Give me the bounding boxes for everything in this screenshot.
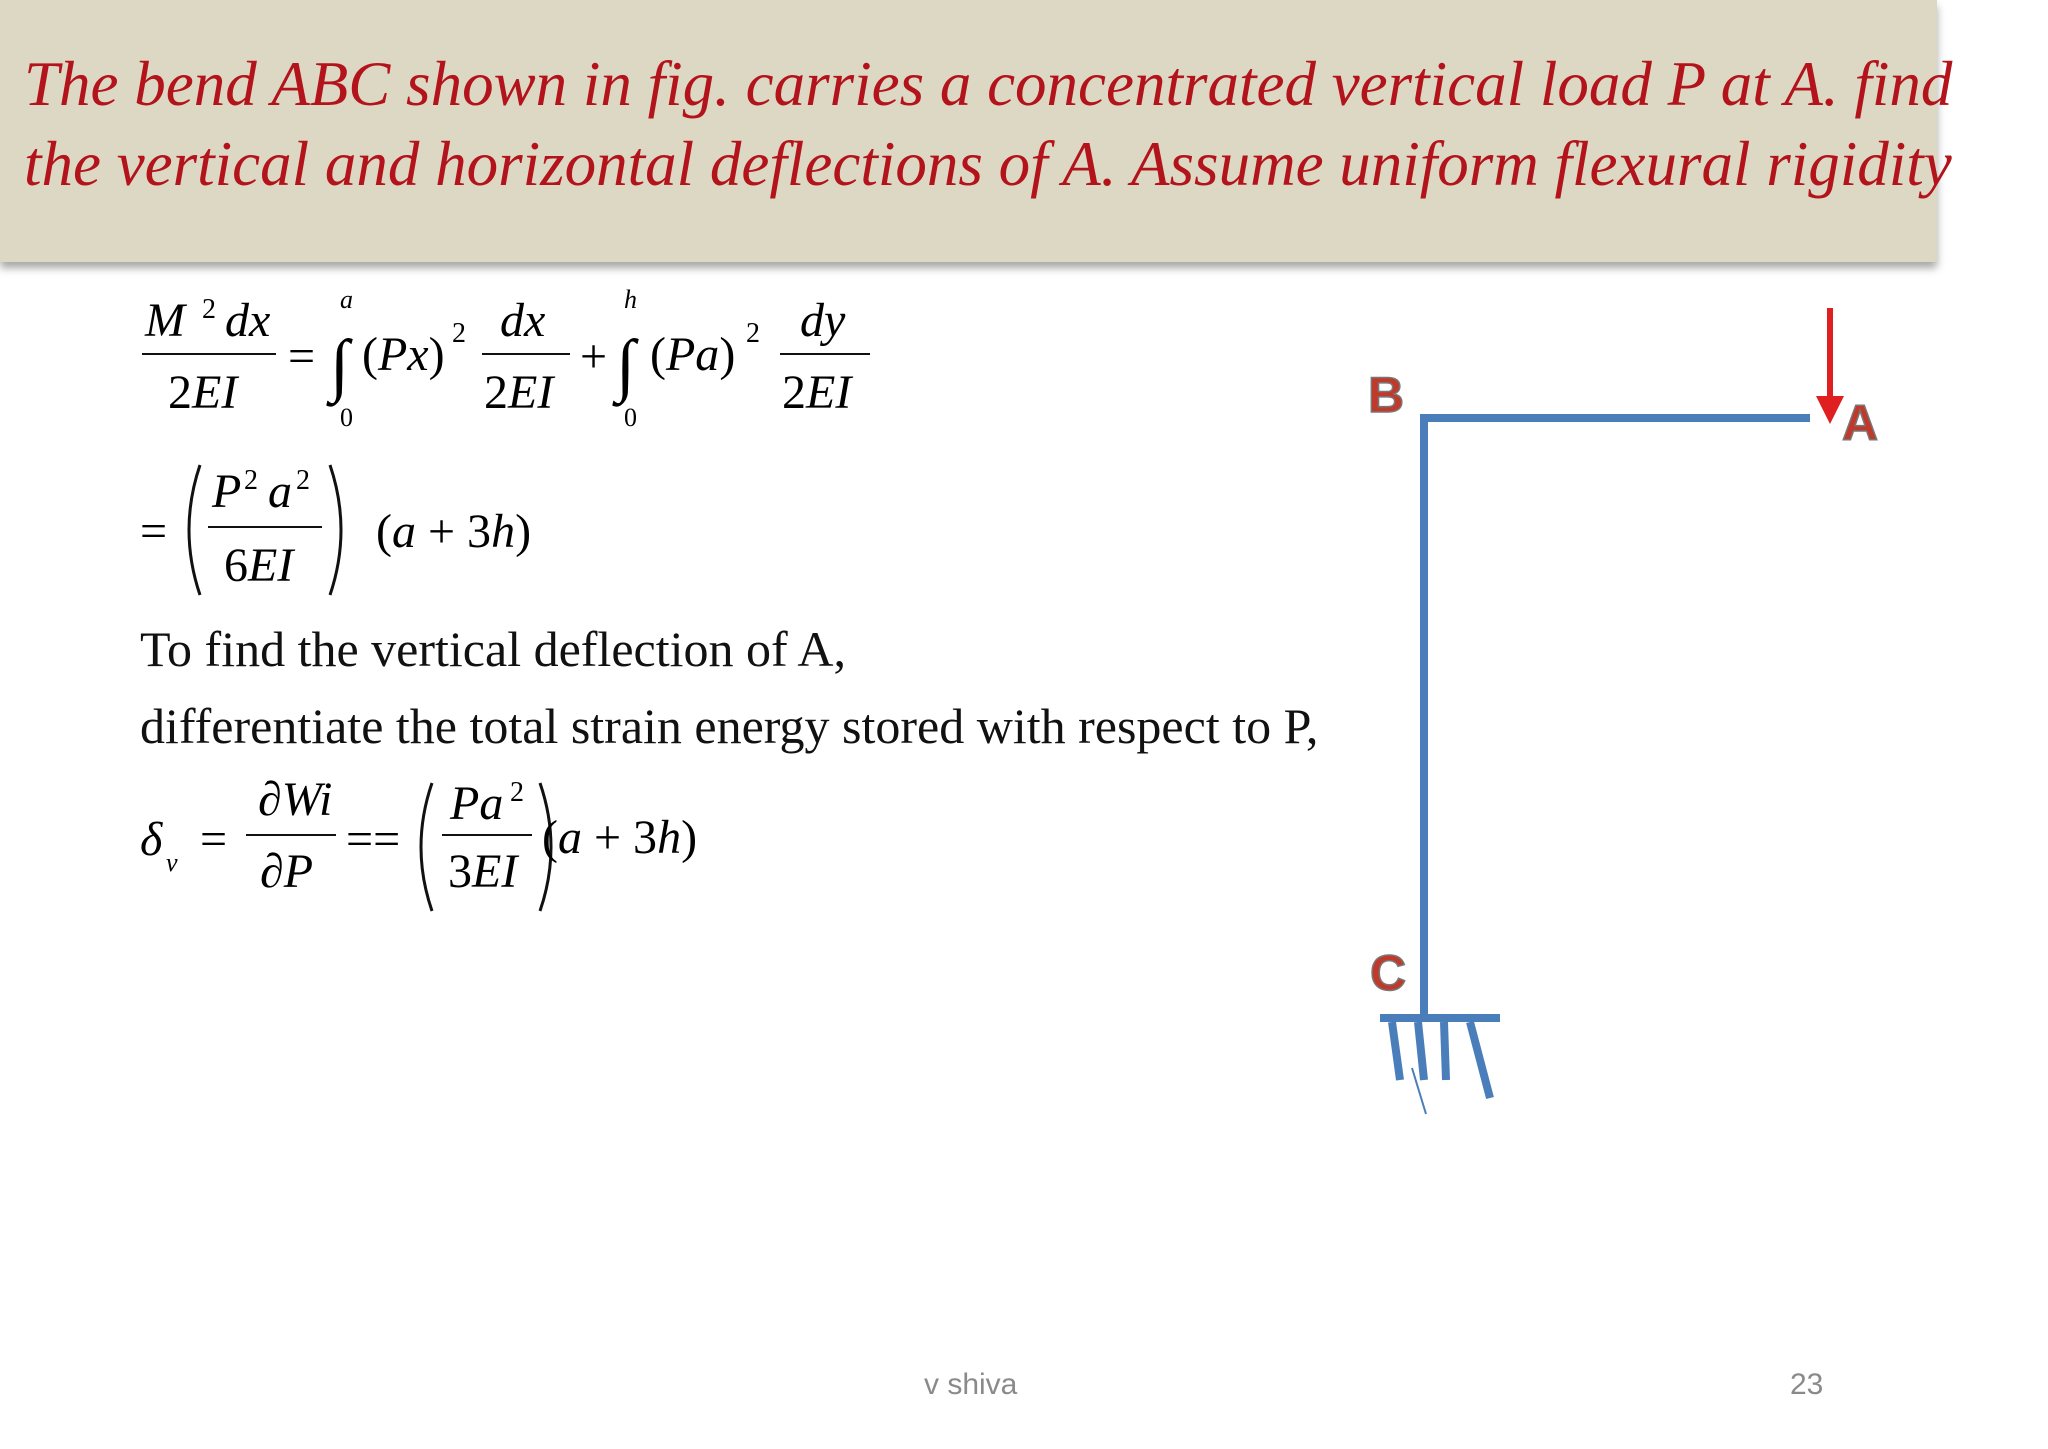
svg-text:v: v	[166, 848, 178, 877]
point-label-a: A	[1842, 395, 1879, 451]
explanation-line-1: To find the vertical deflection of A,	[140, 621, 846, 677]
svg-text:(Px): (Px)	[362, 328, 445, 381]
strain-energy-equation	[140, 288, 920, 438]
svg-text:h: h	[624, 288, 637, 314]
title-line-1: The bend ABC shown in fig. carries a concentrated vertical load P at A. find	[24, 49, 1953, 119]
svg-text:a: a	[268, 465, 292, 518]
svg-text:2: 2	[746, 318, 760, 349]
svg-text:0: 0	[624, 403, 637, 432]
svg-text:∂Wi: ∂Wi	[258, 775, 333, 826]
svg-text:=: =	[288, 330, 316, 383]
svg-text:a: a	[340, 288, 353, 314]
strain-energy-result	[140, 455, 600, 605]
svg-text:2EI: 2EI	[168, 366, 238, 419]
svg-text:2: 2	[510, 777, 524, 808]
svg-text:0: 0	[340, 403, 353, 432]
svg-text:Pa: Pa	[450, 777, 504, 830]
point-label-c: C	[1370, 945, 1407, 1001]
svg-text:∂P: ∂P	[260, 845, 314, 898]
svg-text:+: +	[580, 330, 608, 383]
svg-text:δ: δ	[140, 813, 163, 866]
title-banner	[0, 0, 1953, 262]
title-line-2: the vertical and horizontal deflections of A. Assume uniform flexural rigidity	[24, 129, 1952, 199]
svg-text:dx: dx	[225, 294, 271, 347]
svg-text:(a + 3h): (a + 3h)	[542, 811, 698, 864]
svg-text:(Pa): (Pa)	[650, 328, 736, 381]
svg-text:2: 2	[296, 465, 310, 496]
svg-text:==: ==	[346, 813, 401, 866]
svg-text:2EI: 2EI	[782, 366, 852, 419]
svg-text:2: 2	[452, 318, 466, 349]
slide-title	[24, 44, 1953, 204]
svg-text:3EI: 3EI	[448, 845, 518, 898]
svg-text:=: =	[140, 505, 168, 558]
svg-text:(a + 3h): (a + 3h)	[376, 505, 532, 558]
svg-text:dx: dx	[500, 294, 546, 347]
svg-text:∫: ∫	[330, 327, 350, 404]
fixed-support-icon	[1380, 1018, 1500, 1098]
vertical-deflection-equation	[140, 775, 760, 925]
svg-text:dy: dy	[800, 294, 846, 347]
load-arrow-icon	[1816, 308, 1844, 424]
svg-text:6EI: 6EI	[224, 539, 294, 592]
svg-text:P: P	[212, 465, 242, 518]
point-label-b: B	[1368, 367, 1405, 423]
bend-abc-diagram	[1340, 290, 1900, 1140]
page-number: 23	[1790, 1368, 1824, 1401]
svg-text:=: =	[200, 813, 228, 866]
svg-text:2EI: 2EI	[484, 366, 554, 419]
svg-text:2: 2	[202, 294, 216, 325]
svg-text:M: M	[145, 294, 185, 347]
svg-text:∫: ∫	[616, 327, 636, 404]
svg-text:2: 2	[244, 465, 258, 496]
footer-author: v shiva	[924, 1368, 1018, 1401]
explanation-line-2: differentiate the total strain energy stored with respect to P,	[140, 698, 1319, 754]
